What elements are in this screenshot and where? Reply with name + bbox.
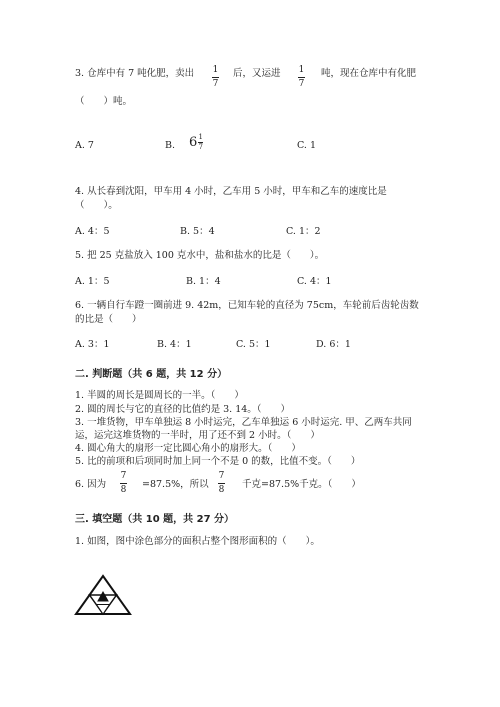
q3-fraction-1 <box>212 66 219 89</box>
q3-fraction-2 <box>298 66 305 89</box>
judge-item-6-fraction-1 <box>120 472 127 495</box>
fraction-numerator: 1 <box>198 133 204 141</box>
q6-option-a: A. 3：1 <box>75 339 110 350</box>
q3-text-c: 吨，现在仓库中有化肥 <box>321 68 417 79</box>
fraction-numerator: 1 <box>298 65 305 75</box>
q5-option-c: C. 4：1 <box>297 276 332 287</box>
judge-item-3-line1: 3. 一堆货物，甲车单独运 8 小时运完，乙车单独运 6 小时运完. 甲、乙两车共同 <box>75 417 412 428</box>
q6-text-line1: 6. 一辆自行车蹬一圈前进 9. 42m，已知车轮的直径为 75cm，车轮前后齿轮齿数 <box>75 300 419 311</box>
q5-text-line1: 5. 把 25 克盐放入 100 克水中，盐和盐水的比是（ ）。 <box>75 250 325 261</box>
q3-option-c: C. 1 <box>297 140 317 151</box>
q6-option-c: C. 5：1 <box>236 339 271 350</box>
judge-item-2: 2. 圆的周长与它的直径的比值约是 3. 14。（ ） <box>75 404 291 415</box>
judge-item-1: 1. 半圆的周长是圆周长的一半。（ ） <box>75 390 244 401</box>
fraction-bar <box>120 483 127 484</box>
judge-item-6-text-c: 千克=87.5%千克。（ ） <box>242 479 361 490</box>
triangle-figure <box>73 573 133 617</box>
fraction-bar <box>218 483 225 484</box>
q5-option-b: B. 1：4 <box>186 276 221 287</box>
fraction-denominator: 7 <box>298 79 305 89</box>
q6-option-d: D. 6：1 <box>316 339 351 350</box>
q3-text-b: 后，又运进 <box>233 68 281 79</box>
fraction-denominator: 8 <box>120 485 127 495</box>
q4-option-b: B. 5：4 <box>180 226 215 237</box>
fraction-denominator: 7 <box>212 79 219 89</box>
q3-option-a: A. 7 <box>75 140 94 151</box>
q3-text-a: 3. 仓库中有 7 吨化肥，卖出 <box>75 68 195 79</box>
q3-option-b-label: B. <box>165 140 176 151</box>
judge-item-6-text-b: =87.5%，所以 <box>142 479 209 490</box>
judge-item-6-fraction-2 <box>218 472 225 495</box>
fraction-bar <box>298 77 305 78</box>
judge-item-4: 4. 圆心角大的扇形一定比圆心角小的扇形大。（ ） <box>75 443 301 454</box>
q4-text-line2: （ ）。 <box>75 200 118 211</box>
fraction-denominator: 7 <box>198 143 204 151</box>
judge-item-5: 5. 比的前项和后项同时加上同一个不是 0 的数，比值不变。（ ） <box>75 456 361 467</box>
q6-text-line2: 的比是（ ） <box>75 314 142 325</box>
fraction-numerator: 1 <box>212 65 219 75</box>
section2-heading: 二. 判断题（共 6 题，共 12 分） <box>75 369 228 380</box>
fraction-numerator: 7 <box>120 471 127 481</box>
q6-option-b: B. 4：1 <box>157 339 192 350</box>
q4-option-c: C. 1：2 <box>286 226 321 237</box>
q3-text-line2: （ ）吨。 <box>75 96 133 107</box>
mixed-whole: 6 <box>189 135 198 150</box>
fraction-denominator: 8 <box>218 485 225 495</box>
mixed-fraction <box>198 134 203 151</box>
fraction-numerator: 7 <box>218 471 225 481</box>
judge-item-6-text-a: 6. 因为 <box>75 479 107 490</box>
q4-option-a: A. 4：5 <box>75 226 110 237</box>
q4-text-line1: 4. 从长春到沈阳，甲车用 4 小时，乙车用 5 小时，甲车和乙车的速度比是 <box>75 186 387 197</box>
fill-item-1: 1. 如图，图中涂色部分的面积占整个图形面积的（ ）。 <box>75 536 320 547</box>
section3-heading: 三. 填空题（共 10 题，共 27 分） <box>75 514 235 525</box>
q5-option-a: A. 1：5 <box>75 276 110 287</box>
q3-option-b-mixed-number <box>189 134 203 151</box>
fraction-bar <box>212 77 219 78</box>
judge-item-3-line2: 运，运完这堆货物的一半时，用了还不到 2 小时。（ ） <box>75 430 320 441</box>
